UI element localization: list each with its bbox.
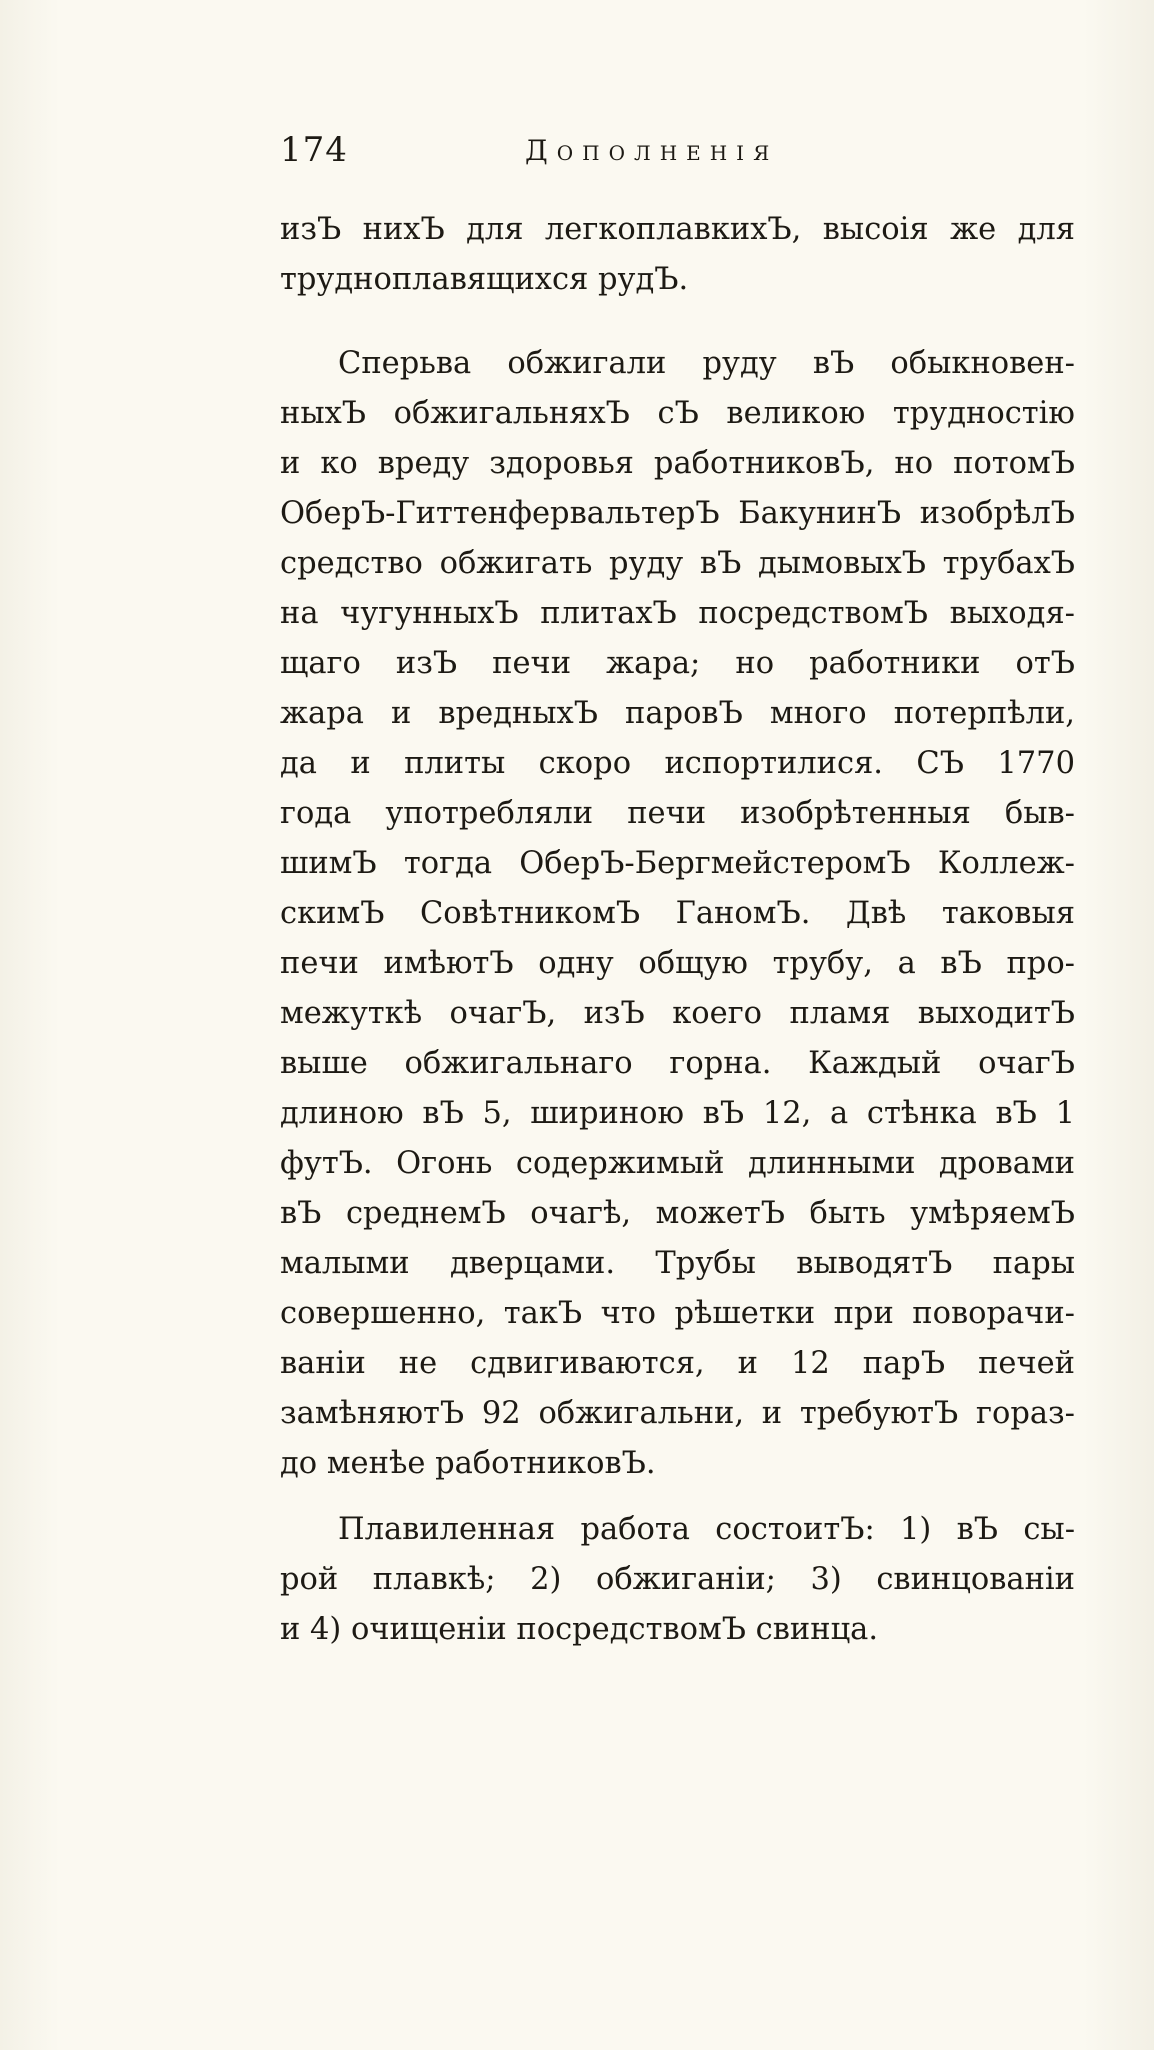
text-line: средство обжигать руду вЪ дымовыхЪ трубахЪ xyxy=(280,546,1075,581)
text-line: да и плиты скоро испортилися. СЪ 1770 xyxy=(280,746,1075,781)
text-line: ныхЪ обжигальняхЪ сЪ великою трудностію xyxy=(280,396,1075,431)
text-line: выше обжигальнаго горна. Каждый очагЪ xyxy=(280,1046,1075,1081)
text-line: шимЪ тогда ОберЪ-БергмейстеромЪ Коллеж- xyxy=(280,846,1075,881)
text-line: межуткѣ очагЪ, изЪ коего пламя выходитЪ xyxy=(280,996,1075,1031)
text-line: Сперьва обжигали руду вЪ обыкновен- xyxy=(338,346,1075,381)
body-text xyxy=(280,205,1075,1655)
page-number: 174 xyxy=(280,130,348,170)
text-line: жара и вредныхЪ паровЪ много потерпѣли, xyxy=(280,696,1075,731)
text-line: ОберЪ-ГиттенфервальтерЪ БакунинЪ изобрѣлЪ xyxy=(280,496,1075,531)
text-line: на чугунныхЪ плитахЪ посредствомЪ выходя- xyxy=(280,596,1075,631)
text-line: Плавиленная работа состоитЪ: 1) вЪ сы- xyxy=(338,1512,1075,1547)
text-line: года употребляли печи изобрѣтенныя быв- xyxy=(280,796,1075,831)
paragraph-1 xyxy=(280,205,1075,305)
text-line: скимЪ СовѣтникомЪ ГаномЪ. Двѣ таковыя xyxy=(280,896,1075,931)
text-line: щаго изЪ печи жара; но работники отЪ xyxy=(280,646,1075,681)
text-line: до менѣе работниковЪ. xyxy=(280,1446,656,1481)
text-line: совершенно, такЪ что рѣшетки при поворачи- xyxy=(280,1296,1075,1331)
text-line: печи имѣютЪ одну общую трубу, а вЪ про- xyxy=(280,946,1075,981)
text-line: длиною вЪ 5, шириною вЪ 12, а стѣнка вЪ 1 xyxy=(280,1096,1075,1131)
paragraph-2 xyxy=(280,339,1075,1489)
text-line: замѣняютЪ 92 обжигальни, и требуютЪ горaз- xyxy=(280,1396,1075,1431)
page-header xyxy=(280,130,860,180)
text-line: изЪ нихЪ для легкоплавкихЪ, высоія же для xyxy=(280,212,1075,247)
text-line: рой плавкѣ; 2) обжиганіи; 3) свинцованіи xyxy=(280,1562,1075,1597)
text-line: трудноплавящихся рудЪ. xyxy=(280,262,689,297)
paragraph-gap xyxy=(280,1489,1075,1505)
text-line: и 4) очищеніи посредствомЪ свинца. xyxy=(280,1612,879,1647)
text-line: малыми дверцами. Трубы выводятЪ пары xyxy=(280,1246,1075,1281)
text-line: и ко вреду здоровья работниковЪ, но потомЪ xyxy=(280,446,1075,481)
paragraph-gap xyxy=(280,305,1075,339)
text-line: вЪ среднемЪ очагѣ, можетЪ быть умѣряемЪ xyxy=(280,1196,1075,1231)
paragraph-3 xyxy=(280,1505,1075,1655)
running-head: Дополненія xyxy=(525,134,779,167)
text-line: ваніи не сдвигиваются, и 12 парЪ печей xyxy=(280,1346,1075,1381)
text-line: футЪ. Огонь содержимый длинными дровами xyxy=(280,1146,1075,1181)
